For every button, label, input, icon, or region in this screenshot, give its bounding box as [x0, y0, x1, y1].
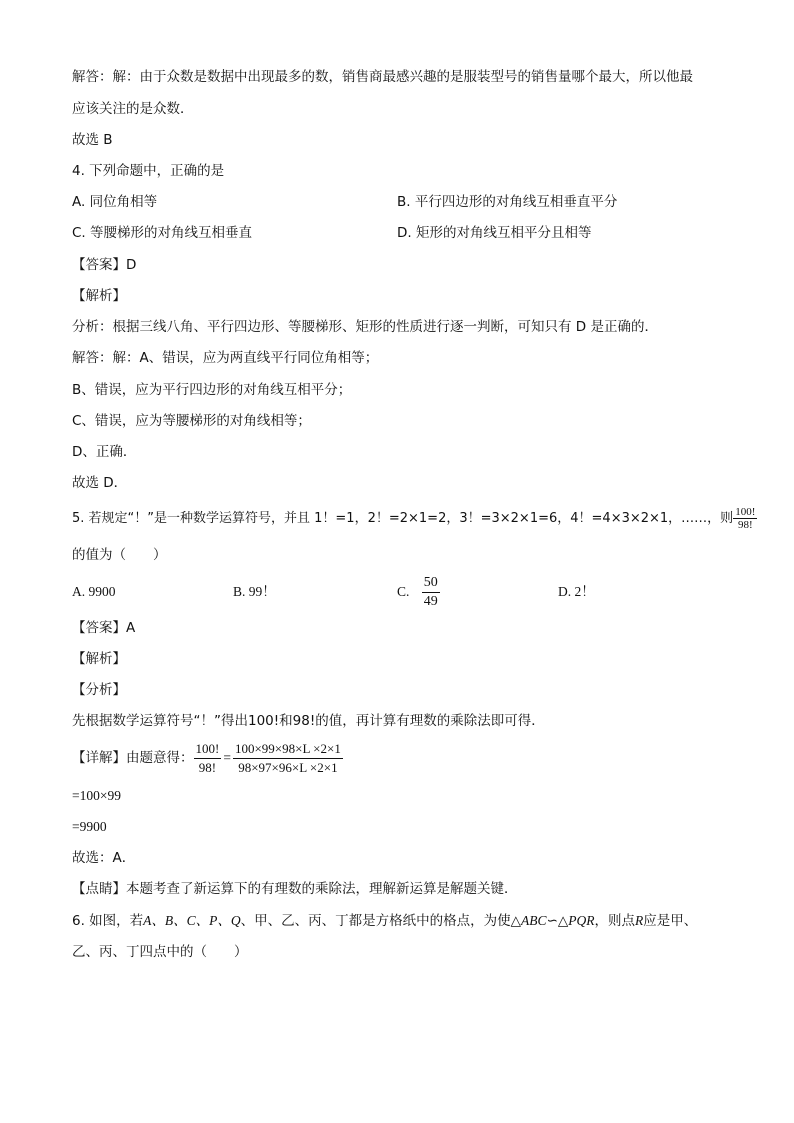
q5-stem-end: 的值为（ ）	[72, 547, 167, 563]
q5-stem-fraction-den: 98!	[737, 519, 753, 531]
q5-comment	[72, 880, 518, 898]
q5-detail-rhs-den: 98×97×96×L ×2×1	[238, 759, 338, 775]
q5-answer-tag: 【答案】	[72, 620, 126, 636]
q5-option-c-den: 49	[423, 593, 438, 609]
q6-stem-post: ，则点	[594, 913, 635, 929]
q5-detail	[72, 738, 343, 778]
q6-point-r: R	[635, 913, 644, 928]
q4-answer-tag: 【答案】	[72, 257, 126, 273]
q5-stem-start: 5. 若规定“！”是一种数学运算符号，并且 1！=1，2！=2×1=2，3！=3×2×1=6，4！=4×3×2×1，……，则	[72, 511, 734, 526]
q4-solution-a: 解答：解：A、错误，应为两直线平行同位角相等；	[72, 350, 379, 366]
q3-answer-line2: 应该关注的是众数．	[72, 101, 194, 117]
q4-option-d: D. 矩形的对角线互相平分且相等	[397, 225, 592, 241]
q5-detail-lhs-den: 98!	[198, 759, 217, 775]
q4-stem: 4. 下列命题中，正确的是	[72, 163, 225, 179]
q6-stem	[72, 912, 697, 930]
q5-comment-tag: 【点睛】	[72, 881, 126, 897]
q5-option-c	[397, 572, 440, 612]
q4-option-b: B. 平行四边形的对角线互相垂直平分	[397, 194, 618, 210]
q5-detail-tag: 【详解】	[72, 750, 126, 766]
q6-stem-line2: 乙、丙、丁四点中的（ ）	[72, 944, 248, 960]
q5-choose: 故选：A．	[72, 850, 136, 866]
q5-detail-eq: =	[223, 750, 231, 765]
q5-option-b: B. 99！	[233, 584, 276, 599]
q5-option-c-label: C.	[397, 584, 410, 599]
q5-stem-fraction-num: 100!	[735, 506, 756, 518]
q6-triangle-pqr: △PQR	[557, 913, 595, 928]
q5-fenxi-tag: 【分析】	[72, 682, 126, 698]
q5-option-a: A. 9900	[72, 584, 116, 599]
q5-option-d: D. 2！	[558, 584, 595, 599]
q5-analysis-tag: 【解析】	[72, 651, 126, 667]
q4-solution-c: C、错误，应为等腰梯形的对角线相等；	[72, 413, 311, 429]
q4-choose: 故选 D．	[72, 475, 128, 491]
q5-answer	[72, 619, 135, 637]
q5-detail-lhs-fraction	[194, 740, 222, 777]
q4-option-a: A. 同位角相等	[72, 194, 158, 210]
q5-stem	[72, 502, 757, 536]
q4-answer	[72, 256, 136, 274]
q5-step1: =100×99	[72, 788, 121, 803]
q6-similar-sign: ∽	[546, 913, 558, 929]
q6-stem-pre: 6. 如图，若	[72, 913, 144, 929]
q4-analysis: 分析：根据三线八角、平行四边形、等腰梯形、矩形的性质进行逐一判断，可知只有 D 是正确的．	[72, 319, 658, 335]
q5-detail-lead: 由题意得：	[126, 750, 194, 766]
q5-step2: =9900	[72, 819, 107, 834]
q4-option-c: C. 等腰梯形的对角线互相垂直	[72, 225, 253, 241]
q6-points: A、B、C、P、Q	[143, 913, 241, 928]
q3-choose: 故选 B	[72, 132, 113, 148]
q5-detail-lhs-num: 100!	[194, 740, 222, 759]
q6-triangle-abc: △ABC	[510, 913, 547, 928]
q4-answer-value: D	[126, 257, 137, 273]
q5-option-c-num: 50	[422, 574, 440, 593]
q5-answer-value: A	[126, 620, 136, 636]
q5-comment-text: 本题考查了新运算下的有理数的乘除法，理解新运算是解题关键．	[126, 881, 518, 897]
q5-fenxi: 先根据数学运算符号“！”得出100!和98!的值，再计算有理数的乘除法即可得．	[72, 713, 545, 729]
q6-stem-mid: 、甲、乙、丙、丁都是方格纸中的格点，为使	[240, 913, 511, 929]
q5-stem-fraction	[733, 506, 757, 531]
q4-solution-b: B、错误，应为平行四边形的对角线互相平分；	[72, 382, 352, 398]
q5-option-c-fraction	[422, 574, 440, 611]
q4-analysis-tag: 【解析】	[72, 288, 126, 304]
q3-answer-line1: 解答：解：由于众数是数据中出现最多的数，销售商最感兴趣的是服装型号的销售量哪个最大，所以他最	[72, 69, 693, 85]
q6-stem-tail: 应是甲、	[643, 913, 698, 929]
q5-detail-rhs-num: 100×99×98×L ×2×1	[233, 740, 343, 759]
q5-detail-rhs-fraction	[233, 740, 343, 777]
q4-solution-d: D、正确．	[72, 444, 137, 460]
